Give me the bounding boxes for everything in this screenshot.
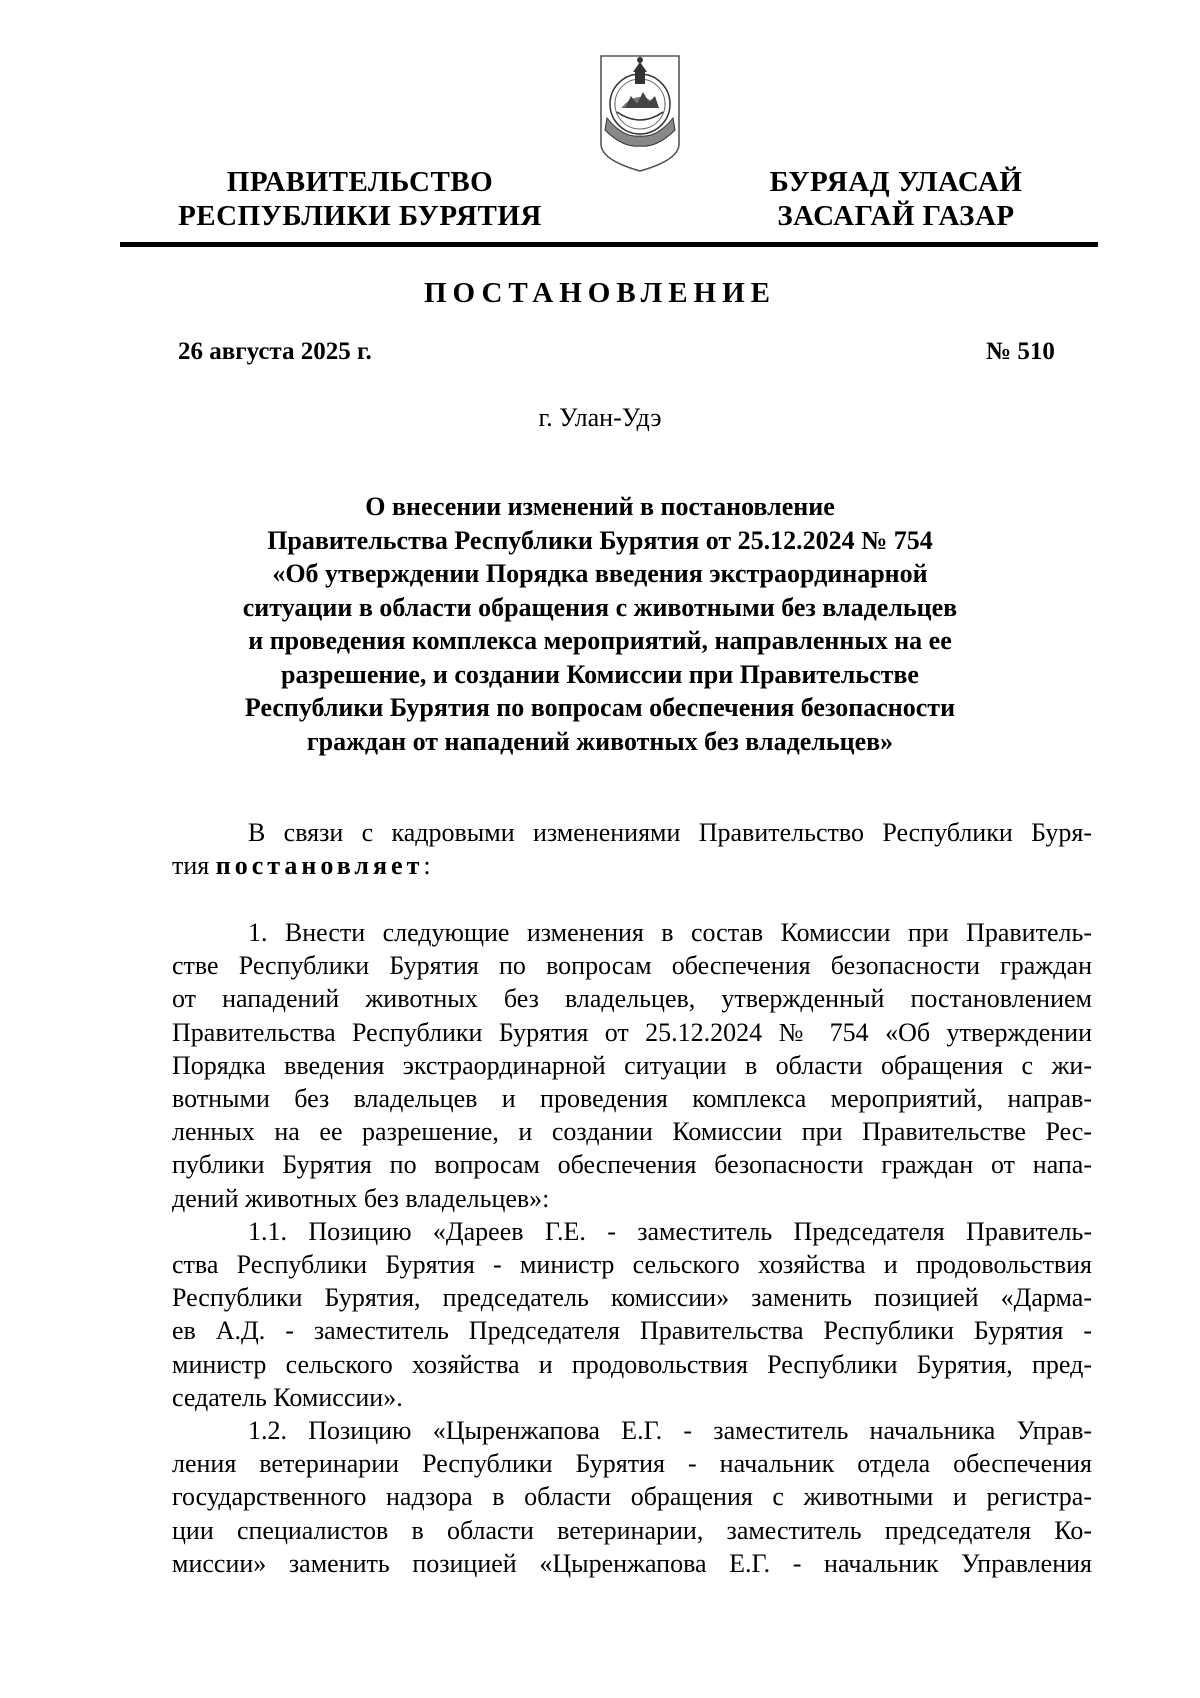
body-line: стве Республики Бурятия по вопросам обеспечения безопасности граждан <box>172 951 1092 981</box>
document-number: № 510 <box>986 338 1055 365</box>
issuer-name-line: БУРЯАД УЛАСАЙ <box>769 166 1023 198</box>
body-line: публики Бурятия по вопросам обеспечения безопасности граждан от напа- <box>172 1150 1092 1180</box>
body-line: седатель Комиссии». <box>172 1382 403 1412</box>
body-line: 1.1. Позицию «Дареев Г.Е. - заместитель Председателя Правитель- <box>248 1216 1092 1246</box>
issuer-name-buryat <box>726 165 1066 233</box>
issuer-name-russian <box>150 165 570 233</box>
body-line: государственного надзора в области обращения с животными и регистра- <box>172 1482 1092 1512</box>
body-line: ства Республики Бурятия - министр сельского хозяйства и продовольствия <box>172 1250 1092 1280</box>
body-line: ления ветеринарии Республики Бурятия - начальник отдела обеспечения <box>172 1449 1092 1479</box>
title-line: Правительства Республики Бурятия от 25.12.2024 № 754 <box>267 525 933 555</box>
issuer-name-line: ПРАВИТЕЛЬСТВО <box>226 166 494 198</box>
preamble-line <box>172 849 1092 882</box>
body-line: Республики Бурятия, председатель комиссии» заменить позицией «Дарма- <box>172 1283 1092 1313</box>
body-line: 1. Внести следующие изменения в состав Комиссии при Правитель- <box>248 918 1092 947</box>
document-date: 26 августа 2025 г. <box>178 338 372 365</box>
preamble-text: тия <box>172 851 216 881</box>
issuer-name-line: РЕСПУБЛИКИ БУРЯТИЯ <box>178 200 542 232</box>
resolves-word: постановляет <box>215 851 424 881</box>
title-line: О внесении изменений в постановление <box>365 492 835 521</box>
document-city: г. Улан-Удэ <box>538 403 662 432</box>
body-line: Порядка введения экстраординарной ситуации в области обращения с жи- <box>172 1050 1092 1080</box>
body-line: ев А.Д. - заместитель Председателя Правительства Республики Бурятия - <box>172 1316 1092 1346</box>
preamble <box>172 816 1092 882</box>
body-line: дений животных без владельцев»: <box>172 1183 550 1213</box>
title-line: ситуации в области обращения с животными без владельцев <box>242 592 958 622</box>
body-line: ленных на ее разрешение, и создании Комиссии при Правительстве Рес- <box>172 1117 1092 1147</box>
title-line: разрешение, и создании Комиссии при Правительстве <box>281 659 919 689</box>
document-type: ПОСТАНОВЛЕНИЕ <box>423 277 776 309</box>
title-line: «Об утверждении Порядка введения экстраординарной <box>272 559 928 588</box>
title-line: Республики Бурятия по вопросам обеспечения безопасности <box>244 693 956 722</box>
title-line: граждан от нападений животных без владельцев» <box>306 726 894 756</box>
body-line: 1.2. Позицию «Цыренжапова Е.Г. - заместитель начальника Управ- <box>248 1416 1092 1446</box>
body-line: ции специалистов в области ветеринарии, заместитель председателя Ко- <box>172 1515 1092 1545</box>
preamble-colon: : <box>423 851 431 881</box>
body-line: Правительства Республики Бурятия от 25.12.2024 № 754 «Об утверждении <box>172 1017 1092 1047</box>
document-body <box>172 916 1092 1580</box>
body-line: миссии» заменить позицией «Цыренжапова Е.Г. - начальник Управления <box>172 1548 1092 1578</box>
body-line: министр сельского хозяйства и продовольствия Республики Бурятия, пред- <box>172 1349 1092 1379</box>
issuer-name-line: ЗАСАГАЙ ГАЗАР <box>777 200 1015 232</box>
title-line: и проведения комплекса мероприятий, направленных на ее <box>248 626 952 655</box>
document-title <box>130 490 1070 758</box>
body-line: вотными без владельцев и проведения комплекса мероприятий, направ- <box>172 1084 1092 1114</box>
header-divider <box>120 242 1098 247</box>
body-line: от нападений животных без владельцев, утвержденный постановлением <box>172 984 1092 1014</box>
coat-of-arms-icon <box>595 52 685 175</box>
preamble-line: В связи с кадровыми изменениями Правительство Республики Буря- <box>248 818 1092 847</box>
